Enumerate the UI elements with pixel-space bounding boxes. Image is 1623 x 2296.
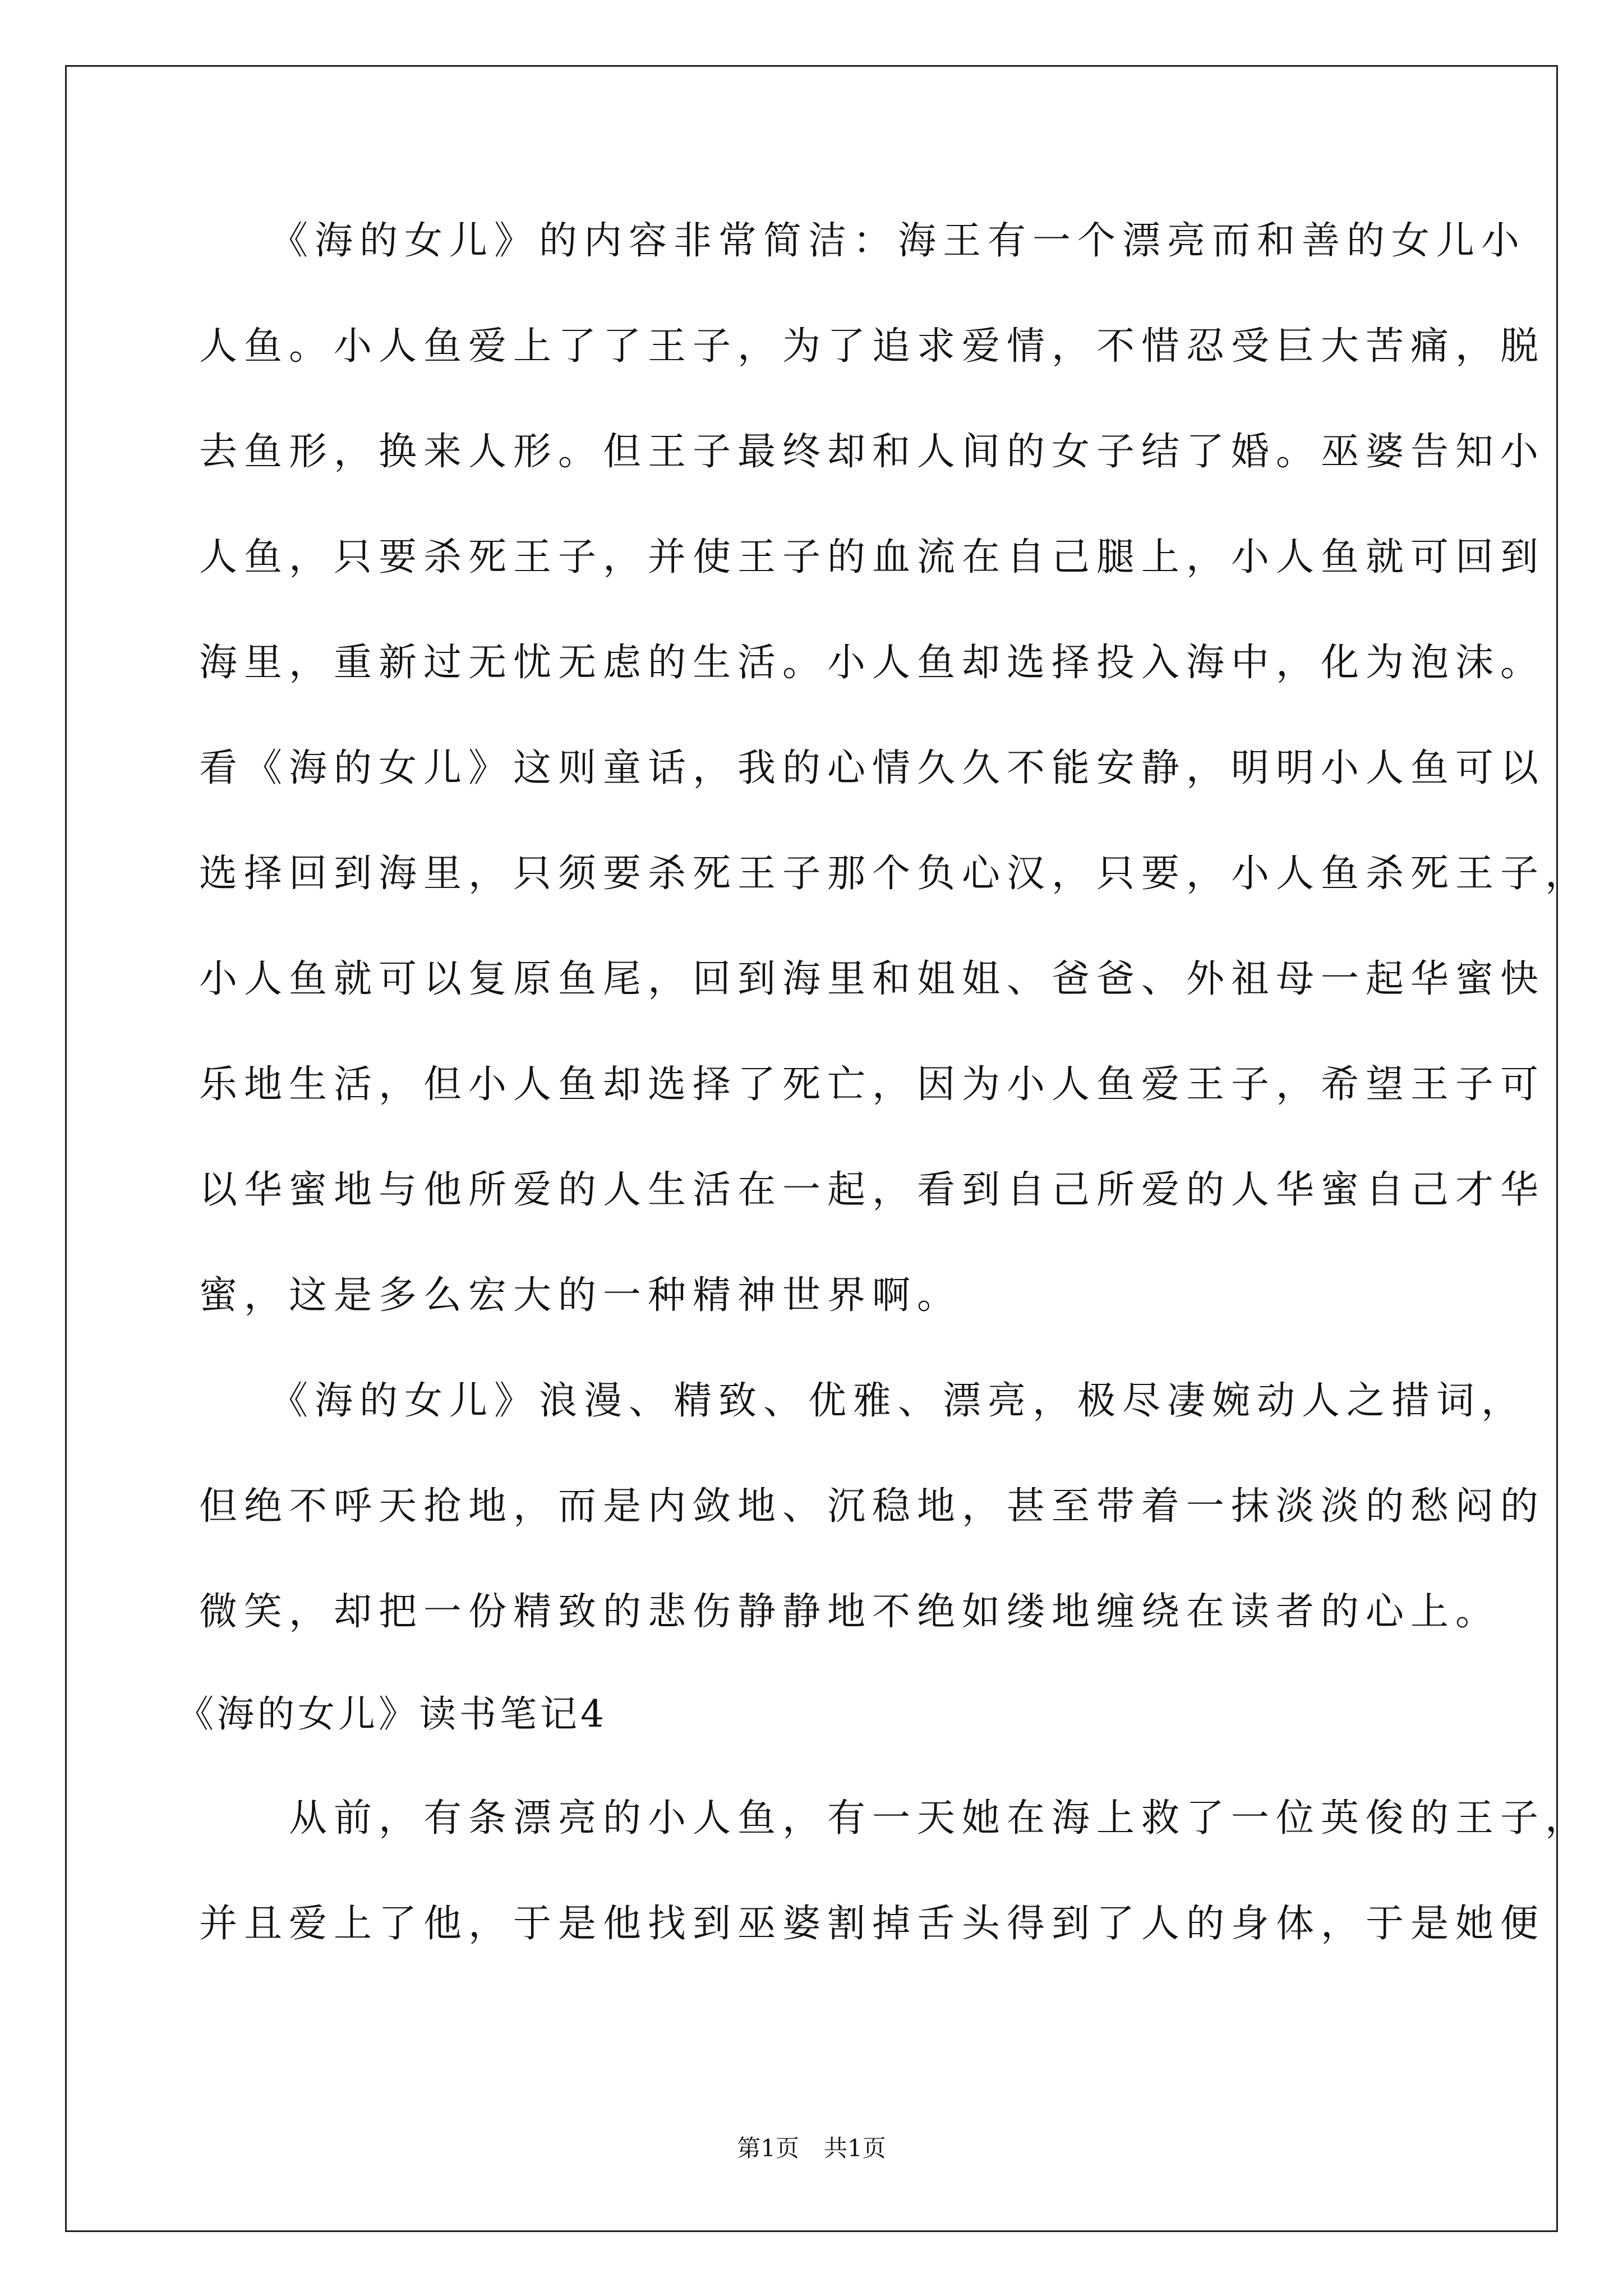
paragraph-line: 并且爱上了他，于是他找到巫婆割掉舌头得到了人的身体，于是她便: [199, 1902, 1546, 1946]
section-heading: 《海的女儿》读书笔记4: [177, 1692, 607, 1736]
paragraph-line: 人鱼。小人鱼爱上了了王子，为了追求爱情，不惜忍受巨大苦痛，脱: [199, 324, 1546, 369]
paragraph-line: 乐地生活，但小人鱼却选择了死亡，因为小人鱼爱王子，希望王子可: [199, 1062, 1546, 1107]
paragraph-line: 但绝不呼天抢地，而是内敛地、沉稳地，甚至带着一抹淡淡的愁闷的: [199, 1484, 1546, 1529]
paragraph-line: 小人鱼就可以复原鱼尾，回到海里和姐姐、爸爸、外祖母一起华蜜快: [199, 957, 1546, 1001]
paragraph-line: 选择回到海里，只须要杀死王子那个负心汉，只要，小人鱼杀死王子，: [199, 852, 1590, 896]
paragraph-line: 微笑，却把一份精致的悲伤静静地不绝如缕地缠绕在读者的心上。: [199, 1590, 1501, 1634]
paragraph-line: 海里，重新过无忧无虑的生活。小人鱼却选择投入海中，化为泡沫。: [199, 641, 1546, 685]
page-number-total: 共1页: [824, 2134, 886, 2162]
paragraph-line: 看《海的女儿》这则童话，我的心情久久不能安静，明明小人鱼可以: [199, 746, 1546, 790]
paragraph-line: 《海的女儿》浪漫、精致、优雅、漂亮，极尽凄婉动人之措词，: [199, 1379, 1527, 1423]
paragraph-line: 人鱼，只要杀死王子，并使王子的血流在自己腿上，小人鱼就可回到: [199, 535, 1546, 579]
paragraph-line: 从前，有条漂亮的小人鱼，有一天她在海上救了一位英俊的王子，: [199, 1796, 1590, 1841]
paragraph-line: 去鱼形，换来人形。但王子最终却和人间的女子结了婚。巫婆告知小: [199, 430, 1546, 474]
page-footer: [0, 2132, 1623, 2165]
paragraph-line: 《海的女儿》的内容非常简洁：海王有一个漂亮而和善的女儿小: [199, 219, 1527, 263]
paragraph-line: 蜜，这是多么宏大的一种精神世界啊。: [199, 1273, 962, 1318]
paragraph-line: 以华蜜地与他所爱的人生活在一起，看到自己所爱的人华蜜自己才华: [199, 1168, 1546, 1212]
page-number-current: 第1页: [737, 2134, 799, 2162]
